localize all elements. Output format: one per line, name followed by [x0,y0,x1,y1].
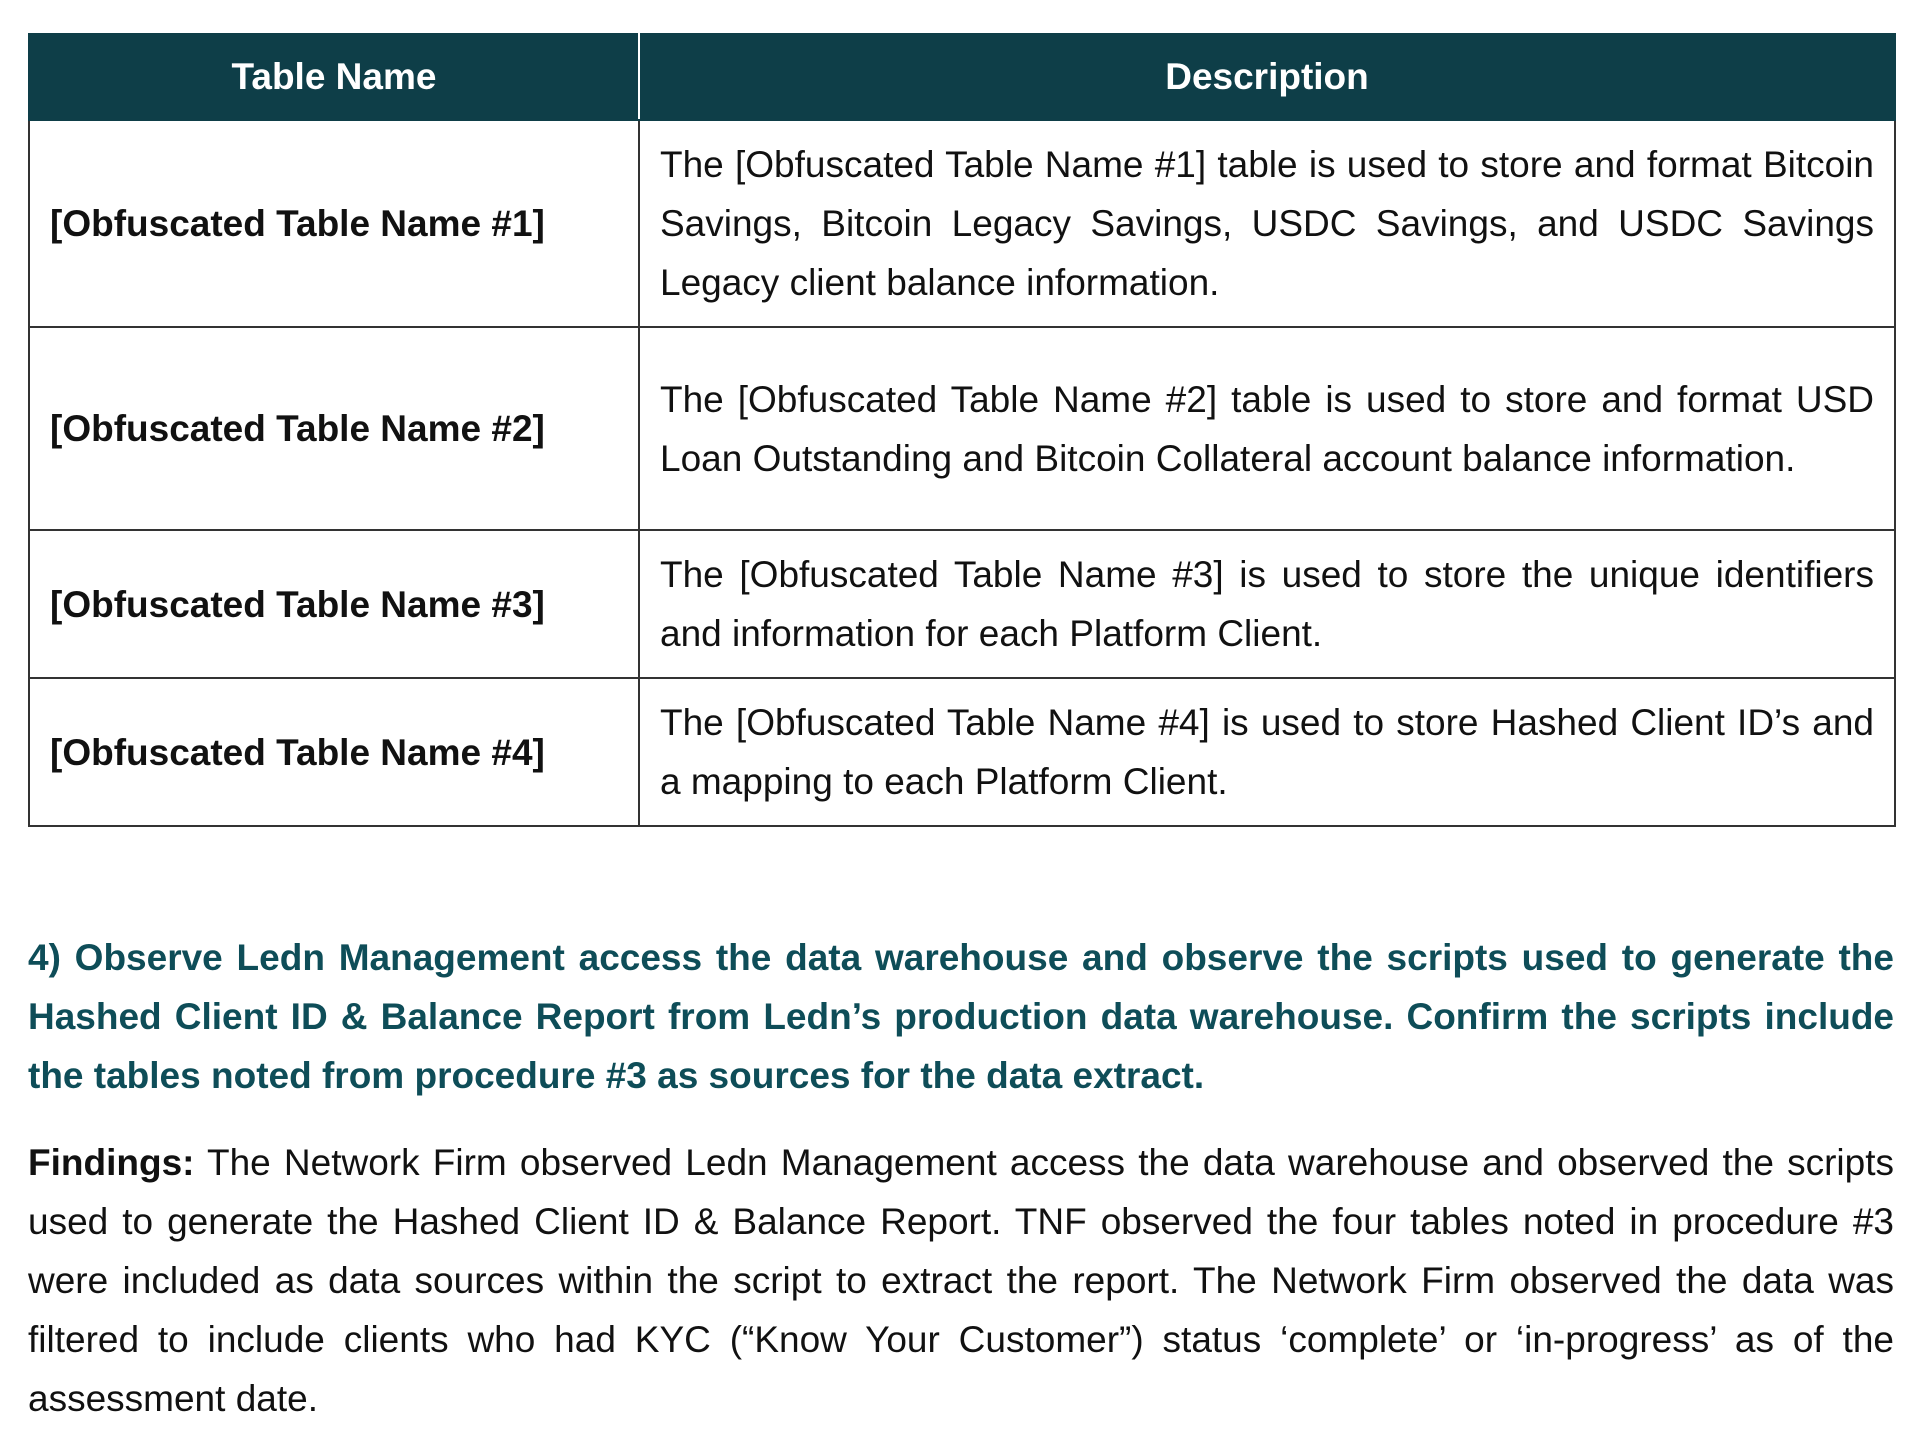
description-cell: The [Obfuscated Table Name #1] table is used to store and format Bitcoin Savings, Bitcoin Legacy Savings, USDC Savings, and USDC Savings Legacy client balance information. [639,120,1895,327]
table-section [28,33,1894,827]
table-name-cell: [Obfuscated Table Name #4] [29,678,639,826]
table-header-row [29,34,1895,120]
table-row [29,678,1895,826]
obfuscated-tables-table [28,33,1896,827]
table-row [29,327,1895,530]
column-header-description: Description [639,34,1895,120]
procedure-section [28,928,1894,1428]
column-header-table-name: Table Name [29,34,639,120]
findings-paragraph [28,1133,1894,1428]
table-name-cell: [Obfuscated Table Name #3] [29,530,639,678]
findings-text: The Network Firm observed Ledn Management access the data warehouse and observed the scripts used to generate the Hashed Client ID & Balance Report. TNF observed the four tables noted in procedure #3 were included as data sources within the script to extract the report. The Network Firm observed the data was filtered to include clients who had KYC (“Know Your Customer”) status ‘complete’ or ‘in-progress’ as of the assessment date. [28,1142,1894,1419]
table-name-cell: [Obfuscated Table Name #2] [29,327,639,530]
table-row [29,120,1895,327]
description-cell: The [Obfuscated Table Name #2] table is used to store and format USD Loan Outstanding and Bitcoin Collateral account balance information. [639,327,1895,530]
description-cell: The [Obfuscated Table Name #3] is used to store the unique identifiers and information for each Platform Client. [639,530,1895,678]
description-cell: The [Obfuscated Table Name #4] is used to store Hashed Client ID’s and a mapping to each Platform Client. [639,678,1895,826]
table-name-cell: [Obfuscated Table Name #1] [29,120,639,327]
procedure-heading: 4) Observe Ledn Management access the data warehouse and observe the scripts used to generate the Hashed Client ID & Balance Report from Ledn’s production data warehouse. Confirm the scripts include the tables noted from procedure #3 as sources for the data extract. [28,937,1894,1096]
findings-label: Findings: [28,1142,195,1183]
table-row [29,530,1895,678]
